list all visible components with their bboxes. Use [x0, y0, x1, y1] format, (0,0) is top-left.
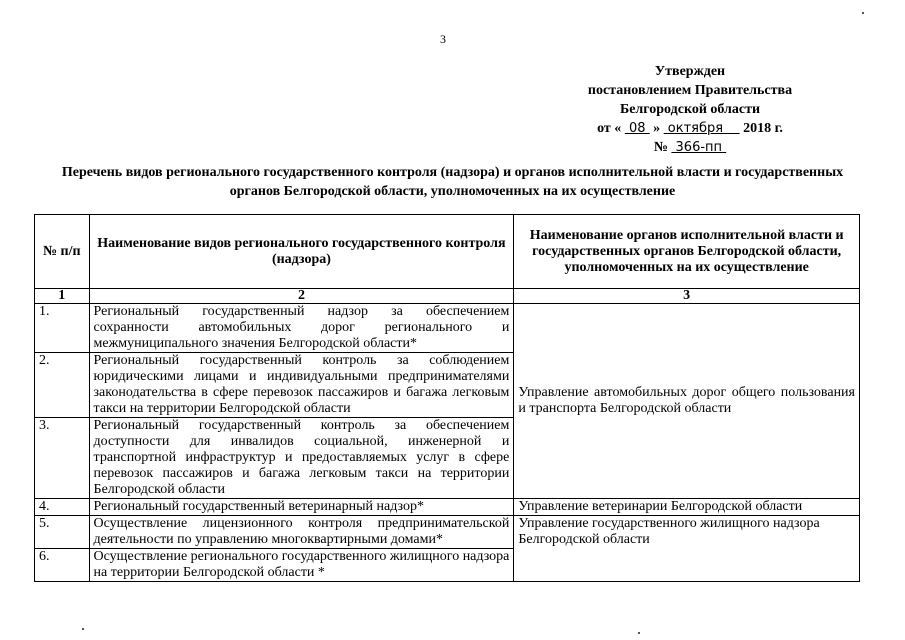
date-year: 2018 г.: [743, 121, 783, 136]
row-num: 5.: [35, 516, 90, 549]
date-mid: »: [653, 121, 661, 136]
approval-line-3: Белгородской области: [619, 102, 761, 117]
scan-speck: [638, 632, 640, 634]
col-number-2: 2: [89, 289, 514, 304]
authority-veterinary: Управление ветеринарии Белгородской области: [514, 499, 860, 516]
approval-number: [560, 138, 820, 157]
page-number: 3: [440, 32, 446, 46]
table-row: [35, 516, 860, 549]
row-num: 3.: [35, 418, 90, 499]
row-num: 6.: [35, 549, 90, 582]
scan-speck: [82, 628, 84, 630]
date-prefix: от «: [597, 121, 622, 136]
approval-line-1: Утвержден: [654, 64, 726, 79]
number-prefix: №: [653, 140, 668, 155]
row-num: 4.: [35, 499, 90, 516]
header-kind: Наименование видов регионального государственного контроля (надзора): [89, 215, 514, 289]
approval-line-2: постановлением Правительства: [587, 83, 793, 98]
header-authority: Наименование органов исполнительной власти и государственных органов Белгородской области, уполномоченных на их осуществление: [514, 215, 860, 289]
approval-stamp: [560, 62, 820, 157]
date-day: 08: [628, 121, 646, 136]
authority-housing: Управление государственного жилищного надзора Белгородской области: [514, 516, 860, 582]
col-number-1: 1: [35, 289, 90, 304]
header-row: [35, 215, 860, 289]
row-num: 2.: [35, 353, 90, 418]
row-num: 1.: [35, 304, 90, 353]
table-row: [35, 304, 860, 353]
control-table: [34, 214, 860, 582]
row-kind: Региональный государственный контроль за обеспечением доступности для инвалидов социальной, инженерной и транспортной инфраструктур и предоставляемых услуг в сфере перевозок пассажиров и багажа легковым такси на территории Белгородской области: [89, 418, 514, 499]
scan-speck: [862, 12, 864, 14]
column-numbers-row: [35, 289, 860, 304]
row-kind: Осуществление лицензионного контроля предпринимательской деятельности по управлению многоквартирными домами*: [89, 516, 514, 549]
header-num: № п/п: [35, 215, 90, 289]
date-month: октября: [667, 121, 724, 136]
row-kind: Региональный государственный надзор за обеспечением сохранности автомобильных дорог регионального и межмуниципального значения Белгородской области*: [89, 304, 514, 353]
document-title: Перечень видов регионального государственного контроля (надзора) и органов исполнительной власти и государственных органов Белгородской области, уполномоченных на их осуществление: [61, 165, 844, 199]
row-kind: Региональный государственный контроль за соблюдением юридическими лицами и индивидуальными предпринимателями законодательства в сфере перевозок пассажиров и багажа легковым такси на территории Белгородской области: [89, 353, 514, 418]
row-kind: Осуществление регионального государственного жилищного надзора на территории Белгородской области *: [89, 549, 514, 582]
table-row: [35, 499, 860, 516]
authority-transport: Управление автомобильных дорог общего пользования и транспорта Белгородской области: [514, 304, 860, 499]
approval-date: [560, 119, 820, 138]
row-kind: Региональный государственный ветеринарный надзор*: [89, 499, 514, 516]
number-value: 366-пп: [675, 140, 723, 155]
col-number-3: 3: [514, 289, 860, 304]
